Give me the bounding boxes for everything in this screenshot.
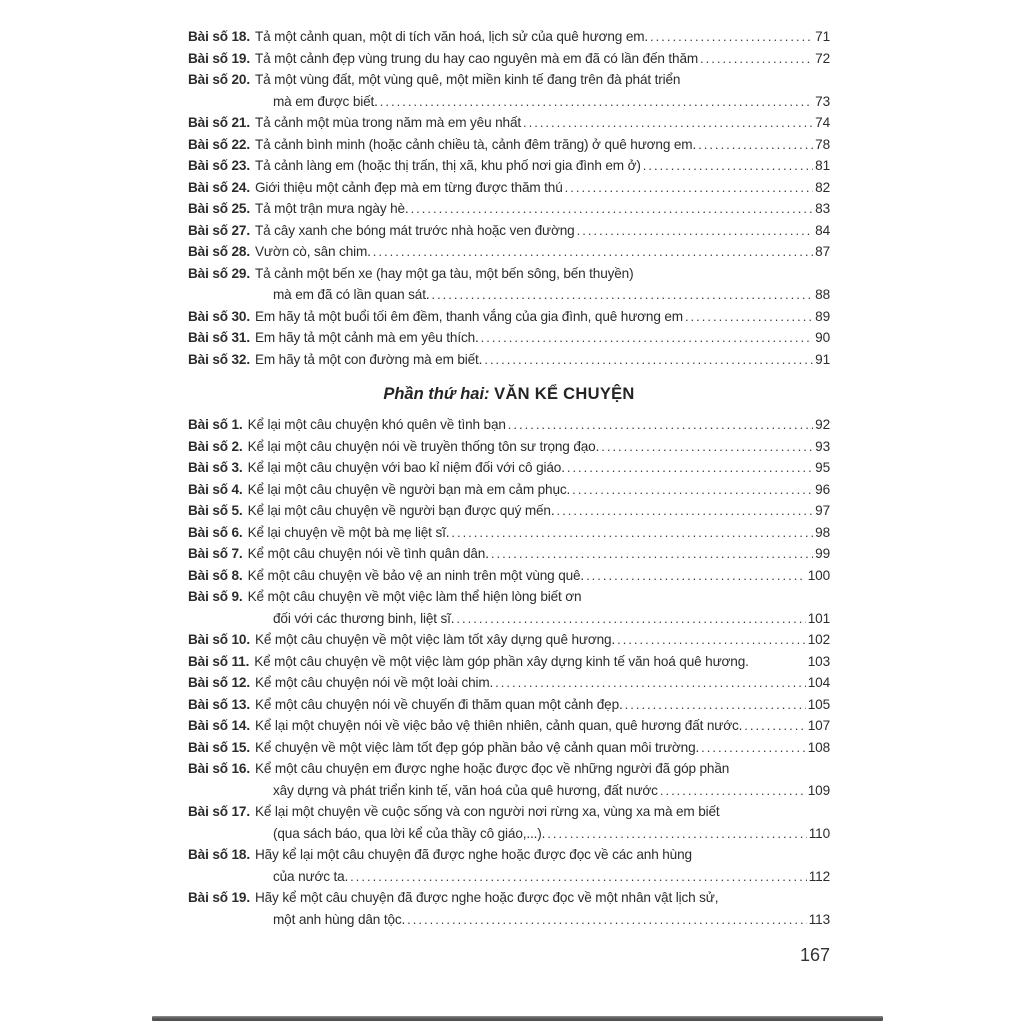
dot-leader [660, 780, 806, 802]
toc-row [188, 112, 830, 134]
toc-row [188, 694, 830, 716]
toc-entry-label: Bài số 28. [188, 244, 250, 259]
toc-entry-page: 100 [807, 567, 830, 583]
toc-entry-text: Kể một câu chuyện về một việc làm tốt xây dựng quê hương. [254, 632, 616, 647]
book-edge-bar [152, 1016, 883, 1021]
toc-row [188, 629, 830, 651]
toc-entry-page: 105 [807, 696, 830, 712]
toc-row [188, 500, 830, 522]
toc-row [188, 457, 830, 479]
toc-row [188, 651, 830, 673]
toc-row [188, 887, 830, 909]
toc-entry-text: Tả cảnh làng em (hoặc thị trấn, thị xã, khu phố nơi gia đình em ở) [254, 158, 641, 173]
toc-entry-text: Tả một vùng đất, một vùng quê, một miền kinh tế đang trên đà phát triển [254, 72, 681, 87]
toc-entry-text: Kể một câu chuyện về một việc làm góp phần xây dựng kinh tế văn hoá quê hương. [254, 653, 749, 669]
dot-leader [617, 629, 806, 651]
toc-entry-text: Hãy kể lại một câu chuyện đã được nghe hoặc được đọc về các anh hùng [254, 847, 692, 862]
toc-row [188, 780, 830, 802]
toc-row [188, 866, 830, 888]
toc-entry-label: Bài số 21. [188, 115, 250, 130]
dot-leader [556, 500, 813, 522]
dot-leader [411, 198, 814, 220]
toc-entry-label: Bài số 12. [188, 675, 250, 690]
toc-entry-text: Giới thiệu một cảnh đẹp mà em từng được thăm thú [254, 179, 563, 195]
dot-leader [601, 436, 813, 458]
toc-row [188, 241, 830, 263]
toc-entry-label: Bài số 5. [188, 503, 243, 518]
toc-entry-label: Bài số 22. [188, 136, 250, 152]
toc-row [188, 436, 830, 458]
toc-entry-page: 97 [815, 503, 830, 518]
toc-entry-page: 102 [807, 632, 830, 647]
toc-entry-text: Kể một câu chuyện nói về tình quân dân. [247, 546, 489, 561]
toc-entry-page: 109 [807, 782, 830, 798]
toc-entry-label: Bài số 17. [188, 804, 250, 819]
toc-row [188, 26, 830, 48]
toc-entry-label: Bài số 27. [188, 222, 250, 238]
toc-row [188, 349, 830, 371]
toc-entry-page: 104 [807, 675, 830, 690]
dot-leader [373, 241, 813, 263]
toc-row [188, 263, 830, 285]
toc-entry-label: Bài số 19. [188, 50, 250, 66]
toc-entry-text: (qua sách báo, qua lời kể của thầy cô giáo,...). [273, 825, 546, 841]
table-of-contents [188, 26, 830, 966]
toc-entry-page: 81 [815, 158, 830, 173]
toc-entry-text: Tả cảnh một mùa trong năm mà em yêu nhất [254, 115, 521, 130]
toc-row [188, 737, 830, 759]
dot-leader [407, 909, 807, 931]
toc-row [188, 177, 830, 199]
dot-leader [700, 48, 813, 70]
dot-leader [523, 112, 813, 134]
toc-entry-text: Hãy kể một câu chuyện đã được nghe hoặc được đọc về một nhân vật lịch sử, [254, 890, 719, 905]
toc-entry-text: Kể lại một chuyện nói về việc bảo vệ thiên nhiên, cảnh quan, quê hương đất nước. [254, 718, 743, 733]
toc-entry-label: Bài số 11. [188, 653, 250, 669]
toc-sections [188, 26, 830, 930]
dot-leader [701, 737, 806, 759]
section-heading [188, 383, 830, 405]
toc-entry-label: Bài số 18. [188, 29, 250, 44]
toc-entry-label: Bài số 23. [188, 158, 250, 173]
toc-entry-text: Tả cây xanh che bóng mát trước nhà hoặc ven đường [254, 222, 575, 238]
toc-entry-text: Vườn cò, sân chim. [254, 244, 371, 259]
toc-entry-text: Kể lại một câu chuyện khó quên về tình bạn [247, 417, 506, 432]
toc-entry-text: Kể lại một câu chuyện với bao kỉ niệm đối với cô giáo. [247, 460, 565, 475]
toc-entry-label: Bài số 30. [188, 308, 250, 324]
toc-entry-text: Tả cảnh một bến xe (hay một ga tàu, một bến sông, bến thuyền) [254, 265, 634, 281]
dot-leader [508, 414, 813, 436]
toc-row [188, 758, 830, 780]
dot-leader [484, 349, 813, 371]
toc-entry-page: 96 [815, 481, 830, 497]
toc-entry-page: 74 [815, 115, 830, 130]
toc-row [188, 586, 830, 608]
toc-entry-label: Bài số 1. [188, 417, 243, 432]
dot-leader [650, 26, 813, 48]
toc-section-2 [188, 414, 830, 930]
toc-entry-text: của nước ta. [273, 868, 349, 884]
toc-entry-text: Tả một cảnh quan, một di tích văn hoá, lịch sử của quê hương em. [254, 29, 649, 44]
toc-entry-text: Tả cảnh bình minh (hoặc cảnh chiều tà, cảnh đêm trăng) ở quê hương em. [254, 136, 697, 152]
toc-entry-label: Bài số 9. [188, 589, 243, 604]
toc-entry-text: Tả một trận mưa ngày hè. [254, 201, 409, 216]
toc-section-1 [188, 26, 830, 370]
dot-leader [744, 715, 806, 737]
toc-row [188, 801, 830, 823]
toc-row [188, 543, 830, 565]
toc-entry-label: Bài số 16. [188, 761, 250, 776]
toc-entry-text: Em hãy tả một con đường mà em biết. [254, 351, 483, 367]
toc-row [188, 672, 830, 694]
toc-entry-page: 84 [815, 222, 830, 238]
toc-entry-label: Bài số 18. [188, 847, 250, 862]
toc-entry-text: một anh hùng dân tộc. [273, 911, 406, 927]
toc-entry-text: Kể lại chuyện về một bà mẹ liệt sĩ. [247, 524, 450, 540]
toc-row [188, 284, 830, 306]
dot-leader [380, 91, 813, 113]
dot-leader [625, 694, 806, 716]
toc-row [188, 565, 830, 587]
toc-entry-label: Bài số 20. [188, 72, 250, 87]
toc-row [188, 220, 830, 242]
toc-entry-label: Bài số 7. [188, 546, 243, 561]
toc-entry-page: 101 [807, 610, 830, 626]
toc-entry-page: 72 [815, 50, 830, 66]
toc-row [188, 522, 830, 544]
toc-entry-page: 103 [807, 653, 830, 669]
toc-row [188, 91, 830, 113]
toc-entry-text: đối với các thương binh, liệt sĩ. [273, 610, 455, 626]
toc-entry-label: Bài số 10. [188, 632, 250, 647]
toc-row [188, 608, 830, 630]
toc-entry-label: Bài số 6. [188, 524, 243, 540]
toc-row [188, 715, 830, 737]
toc-entry-page: 99 [815, 546, 830, 561]
toc-entry-page: 95 [815, 460, 830, 475]
dot-leader [698, 134, 813, 156]
section-heading-part: Phần thứ hai: [383, 385, 490, 403]
dot-leader [577, 220, 814, 242]
toc-row [188, 134, 830, 156]
toc-entry-label: Bài số 8. [188, 567, 243, 583]
toc-entry-text: Kể một câu chuyện về một việc làm thể hiện lòng biết ơn [247, 589, 582, 604]
toc-entry-label: Bài số 4. [188, 481, 243, 497]
toc-entry-label: Bài số 13. [188, 696, 250, 712]
toc-entry-page: 89 [815, 308, 830, 324]
dot-leader [572, 479, 813, 501]
toc-entry-text: Kể một câu chuyện nói về chuyến đi thăm quan một cảnh đẹp. [254, 696, 623, 712]
toc-row [188, 414, 830, 436]
dot-leader [547, 823, 807, 845]
toc-row [188, 306, 830, 328]
toc-entry-page: 113 [808, 911, 830, 927]
toc-entry-text: Em hãy tả một buổi tối êm đềm, thanh vắng của gia đình, quê hương em [254, 308, 683, 324]
dot-leader [643, 155, 813, 177]
dot-leader [451, 522, 813, 544]
toc-entry-label: Bài số 19. [188, 890, 250, 905]
toc-entry-label: Bài số 15. [188, 739, 250, 755]
toc-row [188, 198, 830, 220]
toc-row [188, 823, 830, 845]
toc-row [188, 327, 830, 349]
toc-entry-page: 87 [815, 244, 830, 259]
dot-leader [567, 457, 813, 479]
dot-leader [350, 866, 807, 888]
toc-entry-text: Kể chuyện về một việc làm tốt đẹp góp phần bảo vệ cảnh quan môi trường. [254, 739, 700, 755]
toc-entry-text: mà em đã có lần quan sát. [273, 287, 430, 302]
toc-row [188, 909, 830, 931]
toc-entry-text: Kể một câu chuyện em được nghe hoặc được đọc về những người đã góp phần [254, 761, 730, 776]
toc-entry-label: Bài số 31. [188, 330, 250, 345]
toc-row [188, 844, 830, 866]
toc-entry-text: xây dựng và phát triển kinh tế, văn hoá của quê hương, đất nước [273, 782, 658, 798]
toc-entry-page: 82 [815, 179, 830, 195]
toc-entry-page: 110 [808, 825, 830, 841]
dot-leader [685, 306, 813, 328]
toc-row [188, 48, 830, 70]
toc-entry-page: 71 [815, 29, 830, 44]
toc-entry-text: Kể lại một câu chuyện về người bạn mà em cảm phục. [247, 481, 571, 497]
toc-entry-page: 98 [815, 524, 830, 540]
toc-entry-label: Bài số 3. [188, 460, 243, 475]
toc-entry-text: Kể một câu chuyện nói về một loài chim. [254, 675, 494, 690]
toc-entry-text: Kể lại một câu chuyện về người bạn được quý mến. [247, 503, 555, 518]
toc-row [188, 155, 830, 177]
toc-entry-page: 78 [815, 136, 830, 152]
toc-entry-label: Bài số 24. [188, 179, 250, 195]
toc-entry-page: 112 [808, 868, 830, 884]
dot-leader [586, 565, 806, 587]
dot-leader [456, 608, 805, 630]
toc-entry-page: 83 [815, 201, 830, 216]
toc-entry-text: Kể một câu chuyện về bảo vệ an ninh trên một vùng quê. [247, 567, 585, 583]
toc-entry-page: 92 [815, 417, 830, 432]
toc-entry-label: Bài số 14. [188, 718, 250, 733]
toc-entry-label: Bài số 32. [188, 351, 250, 367]
toc-entry-page: 108 [807, 739, 830, 755]
page-number: 167 [799, 945, 830, 965]
toc-entry-page: 90 [815, 330, 830, 345]
toc-row [188, 69, 830, 91]
dot-leader [481, 327, 814, 349]
toc-entry-page: 73 [815, 93, 830, 109]
dot-leader [565, 177, 814, 199]
toc-entry-page: 93 [815, 438, 830, 454]
toc-entry-label: Bài số 25. [188, 201, 250, 216]
dot-leader [431, 284, 813, 306]
toc-entry-text: mà em được biết. [273, 93, 378, 109]
section-heading-title: VĂN KỂ CHUYỆN [494, 385, 635, 403]
toc-entry-text: Kể lại một câu chuyện nói về truyền thống tôn sư trọng đạo. [247, 438, 600, 454]
dot-leader [491, 543, 813, 565]
toc-entry-text: Em hãy tả một cảnh mà em yêu thích. [254, 330, 479, 345]
toc-entry-page: 91 [815, 351, 830, 367]
toc-row [188, 479, 830, 501]
toc-entry-page: 107 [807, 718, 830, 733]
toc-entry-text: Tả một cảnh đẹp vùng trung du hay cao nguyên mà em đã có lần đến thăm [254, 50, 699, 66]
toc-entry-text: Kể lại một chuyện về cuộc sống và con người nơi rừng xa, vùng xa mà em biết [254, 804, 720, 819]
toc-entry-page: 88 [815, 287, 830, 302]
toc-entry-label: Bài số 29. [188, 265, 250, 281]
dot-leader [495, 672, 806, 694]
toc-entry-label: Bài số 2. [188, 438, 243, 454]
